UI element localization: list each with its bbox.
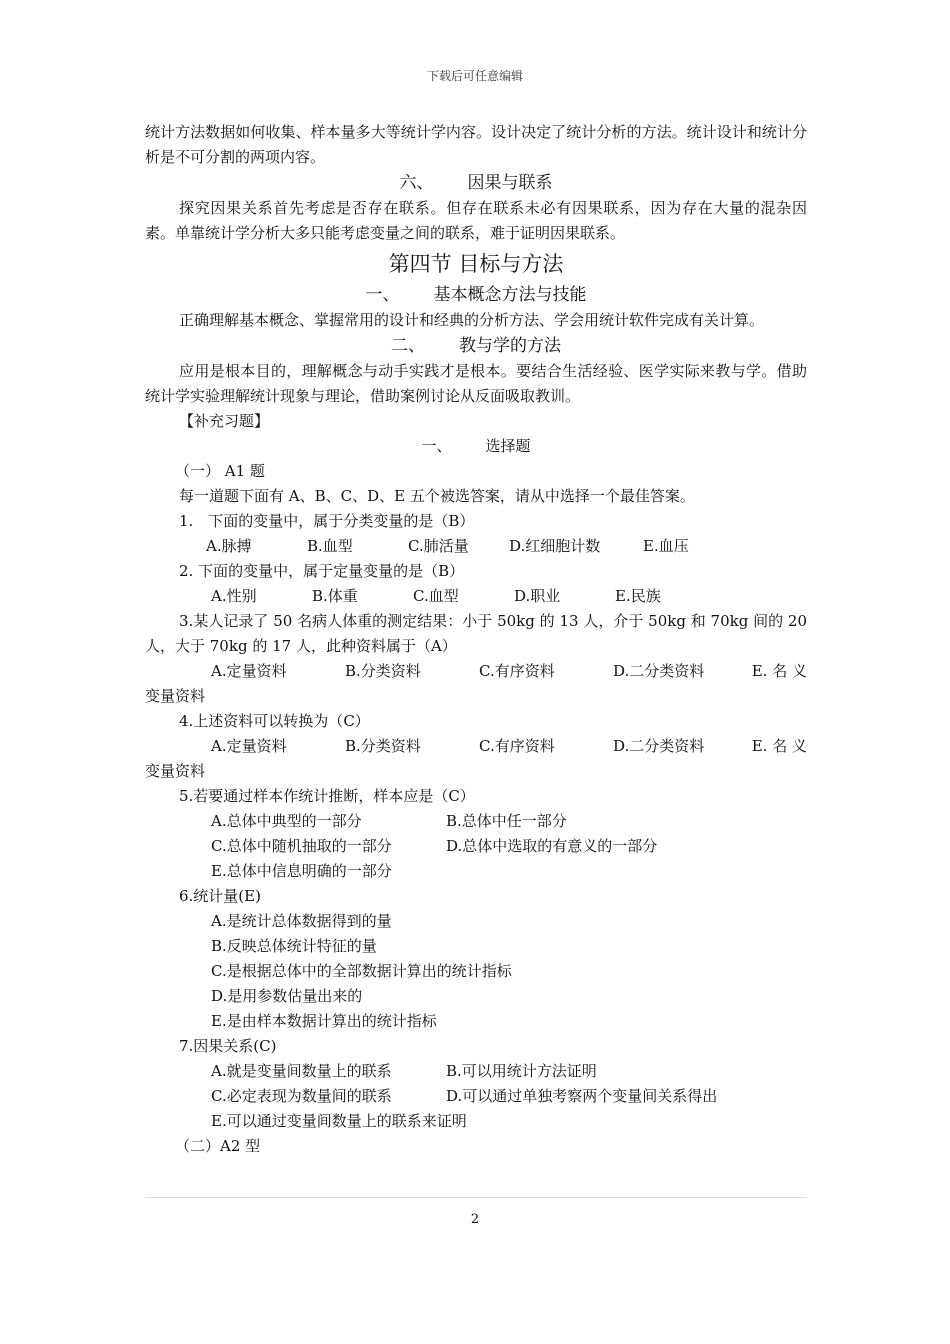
section-number: 一、 (365, 285, 400, 305)
paragraph-teaching: 应用是根本目的，理解概念与动手实践才是根本。要结合生活经验、医学实际来教与学。借助统计学实验理解统计现象与理论，借助案例讨论从反面吸取教训。 (145, 362, 807, 405)
section-title: 教与学的方法 (459, 336, 561, 356)
paragraph-causality: 探究因果关系首先考虑是否存在联系。但存在联系未必有因果联系，因为存在大量的混杂因素。单靠统计学分析大多只能考虑变量之间的联系，难于证明因果联系。 (145, 199, 807, 242)
chapter-title: 第四节 目标与方法 (388, 252, 564, 276)
option: E.民族 (615, 587, 661, 605)
question-5-options-row-1 (145, 809, 807, 834)
question-6: 6.统计量(E) (179, 887, 261, 905)
question-4-options (145, 734, 807, 759)
option: A.定量资料 (211, 737, 287, 755)
option: B.反映总体统计特征的量 (211, 937, 377, 955)
option: E. 名 义 (751, 662, 807, 680)
question-7-options-row-1 (145, 1059, 807, 1084)
option: D.是用参数估量出来的 (211, 987, 363, 1005)
paragraph-basics: 正确理解基本概念、掌握常用的设计和经典的分析方法、学会用统计软件完成有关计算。 (179, 311, 765, 329)
option: E. 名 义 (751, 737, 807, 755)
page-header: 下载后可任意编辑 (426, 69, 523, 83)
option: C.肺活量 (408, 537, 469, 555)
page-content (145, 120, 807, 1159)
question-4-option-continued: 变量资料 (145, 762, 206, 780)
question-2: 2. 下面的变量中，属于定量变量的是（B） (179, 562, 465, 580)
supplement-heading: 【补充习题】 (179, 412, 270, 430)
option: B.总体中任一部分 (446, 812, 567, 830)
question-4: 4.上述资料可以转换为（C） (179, 712, 370, 730)
section-title: 基本概念方法与技能 (433, 285, 587, 305)
option: E.是由样本数据计算出的统计指标 (211, 1012, 437, 1030)
option: A.就是变量间数量上的联系 (211, 1062, 392, 1080)
section-heading-teaching (145, 333, 807, 359)
option: C.有序资料 (479, 737, 555, 755)
question-7-options-row-2 (145, 1084, 807, 1109)
option: C.是根据总体中的全部数据计算出的统计指标 (211, 962, 512, 980)
question-5-options-row-2 (145, 834, 807, 859)
option: A.是统计总体数据得到的量 (211, 912, 392, 930)
a2-label: （二）A2 型 (175, 1137, 261, 1155)
option: C.必定表现为数量间的联系 (211, 1087, 392, 1105)
option: B.分类资料 (345, 662, 421, 680)
option: A.性别 (211, 587, 257, 605)
section-heading-causality (145, 170, 807, 196)
question-3: 3.某人记录了 50 名病人体重的测定结果：小于 50kg 的 13 人，介于 50kg 和 70kg 间的 20 人，大于 70kg 的 17 人，此种资料属于（A） (145, 612, 807, 655)
question-2-options (145, 584, 807, 609)
option: B.分类资料 (345, 737, 421, 755)
section-heading-basics (145, 282, 807, 308)
option: D.二分类资料 (613, 737, 705, 755)
option: C.血型 (413, 587, 459, 605)
option: E.总体中信息明确的一部分 (211, 862, 392, 880)
section-title: 因果与联系 (467, 173, 553, 193)
section-title: 选择题 (485, 437, 531, 455)
option: D.总体中选取的有意义的一部分 (446, 837, 658, 855)
question-1: 1. 下面的变量中，属于分类变量的是（B） (179, 512, 475, 530)
option: B.血型 (307, 537, 353, 555)
question-3-options (145, 659, 807, 684)
question-3-option-continued: 变量资料 (145, 687, 206, 705)
option: E.血压 (643, 537, 689, 555)
paragraph-design: 统计方法数据如何收集、样本量多大等统计学内容。设计决定了统计分析的方法。统计设计和统计分析是不可分割的两项内容。 (145, 123, 807, 166)
option: A.脉搏 (206, 537, 252, 555)
option: A.总体中典型的一部分 (211, 812, 362, 830)
instruction: 每一道题下面有 A、B、C、D、E 五个被选答案，请从中选择一个最佳答案。 (179, 487, 695, 505)
page-number: 2 (470, 1212, 480, 1227)
section-number: 一、 (421, 437, 452, 455)
question-7: 7.因果关系(C) (179, 1037, 277, 1055)
option: E.可以通过变量间数量上的联系来证明 (211, 1112, 467, 1130)
option: C.有序资料 (479, 662, 555, 680)
option: C.总体中随机抽取的一部分 (211, 837, 392, 855)
option: D.红细胞计数 (509, 537, 601, 555)
option: D.职业 (514, 587, 561, 605)
option: B.可以用统计方法证明 (446, 1062, 597, 1080)
section-number: 六、 (399, 173, 434, 193)
section-number: 二、 (391, 336, 425, 356)
question-1-options (145, 534, 807, 559)
option: D.二分类资料 (613, 662, 705, 680)
option: D.可以通过单独考察两个变量间关系得出 (446, 1087, 718, 1105)
a1-label: （一） A1 题 (175, 462, 265, 480)
option: B.体重 (312, 587, 358, 605)
option: A.定量资料 (211, 662, 287, 680)
exercise-heading (145, 434, 807, 459)
question-5: 5.若要通过样本作统计推断，样本应是（C） (179, 787, 475, 805)
footer-divider (145, 1197, 807, 1198)
